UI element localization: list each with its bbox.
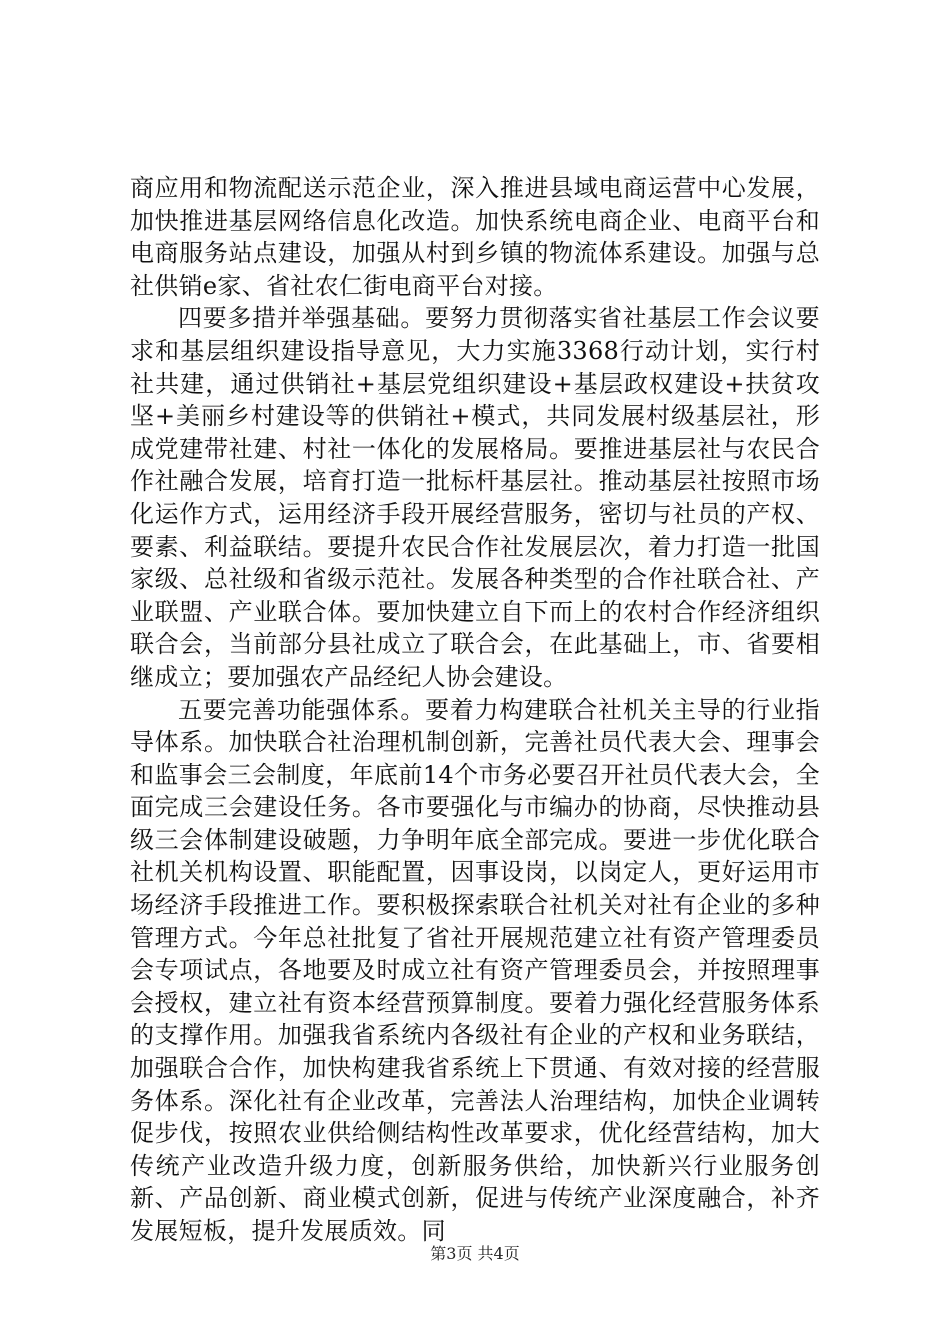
- page-number-footer: 第3页 共4页: [430, 1244, 520, 1263]
- paragraph-section-five: 五要完善功能强体系。要着力构建联合社机关主导的行业指导体系。加快联合社治理机制创新，完善社员代表大会、理事会和监事会三会制度，年底前14个市务必要召开社员代表大会，全面完成三会建设任务。各市要强化与市编办的协商，尽快推动县级三会体制建设破题，力争明年底全部完成。要进一步优化联合社机关机构设置、职能配置，因事设岗，以岗定人，更好运用市场经济手段推进工作。要积极探索联合社机关对社有企业的多种管理方式。今年总社批复了省社开展规范建立社有资产管理委员会专项试点，各地要及时成立社有资产管理委员会，并按照理事会授权，建立社有资本经营预算制度。要着力强化经营服务体系的支撑作用。加强我省系统内各级社有企业的产权和业务联结，加强联合合作，加快构建我省系统上下贯通、有效对接的经营服务体系。深化社有企业改革，完善法人治理结构，加快企业调转促步伐，按照农业供给侧结构性改革要求，优化经营结构，加大传统产业改造升级力度，创新服务供给，加快新兴行业服务创新、产品创新、商业模式创新，促进与传统产业深度融合，补齐发展短板，提升发展质效。同: [130, 695, 820, 1245]
- document-body: [130, 172, 820, 1248]
- paragraph-continuation: 商应用和物流配送示范企业，深入推进县域电商运营中心发展，加快推进基层网络信息化改造。加快系统电商企业、电商平台和电商服务站点建设，加强从村到乡镇的物流体系建设。加强与总社供销e家、省社农仁街电商平台对接。: [130, 174, 820, 300]
- paragraph-section-four: 四要多措并举强基础。要努力贯彻落实省社基层工作会议要求和基层组织建设指导意见，大力实施3368行动计划，实行村社共建，通过供销社+基层党组织建设+基层政权建设+扶贫攻坚+美丽乡村建设等的供销社+模式，共同发展村级基层社，形成党建带社建、村社一体化的发展格局。要推进基层社与农民合作社融合发展，培育打造一批标杆基层社。推动基层社按照市场化运作方式，运用经济手段开展经营服务，密切与社员的产权、要素、利益联结。要提升农民合作社发展层次，着力打造一批国家级、总社级和省级示范社。发展各种类型的合作社联合社、产业联盟、产业联合体。要加快建立自下而上的农村合作经济组织联合会，当前部分县社成立了联合会，在此基础上，市、省要相继成立；要加强农产品经纪人协会建设。: [130, 304, 820, 691]
